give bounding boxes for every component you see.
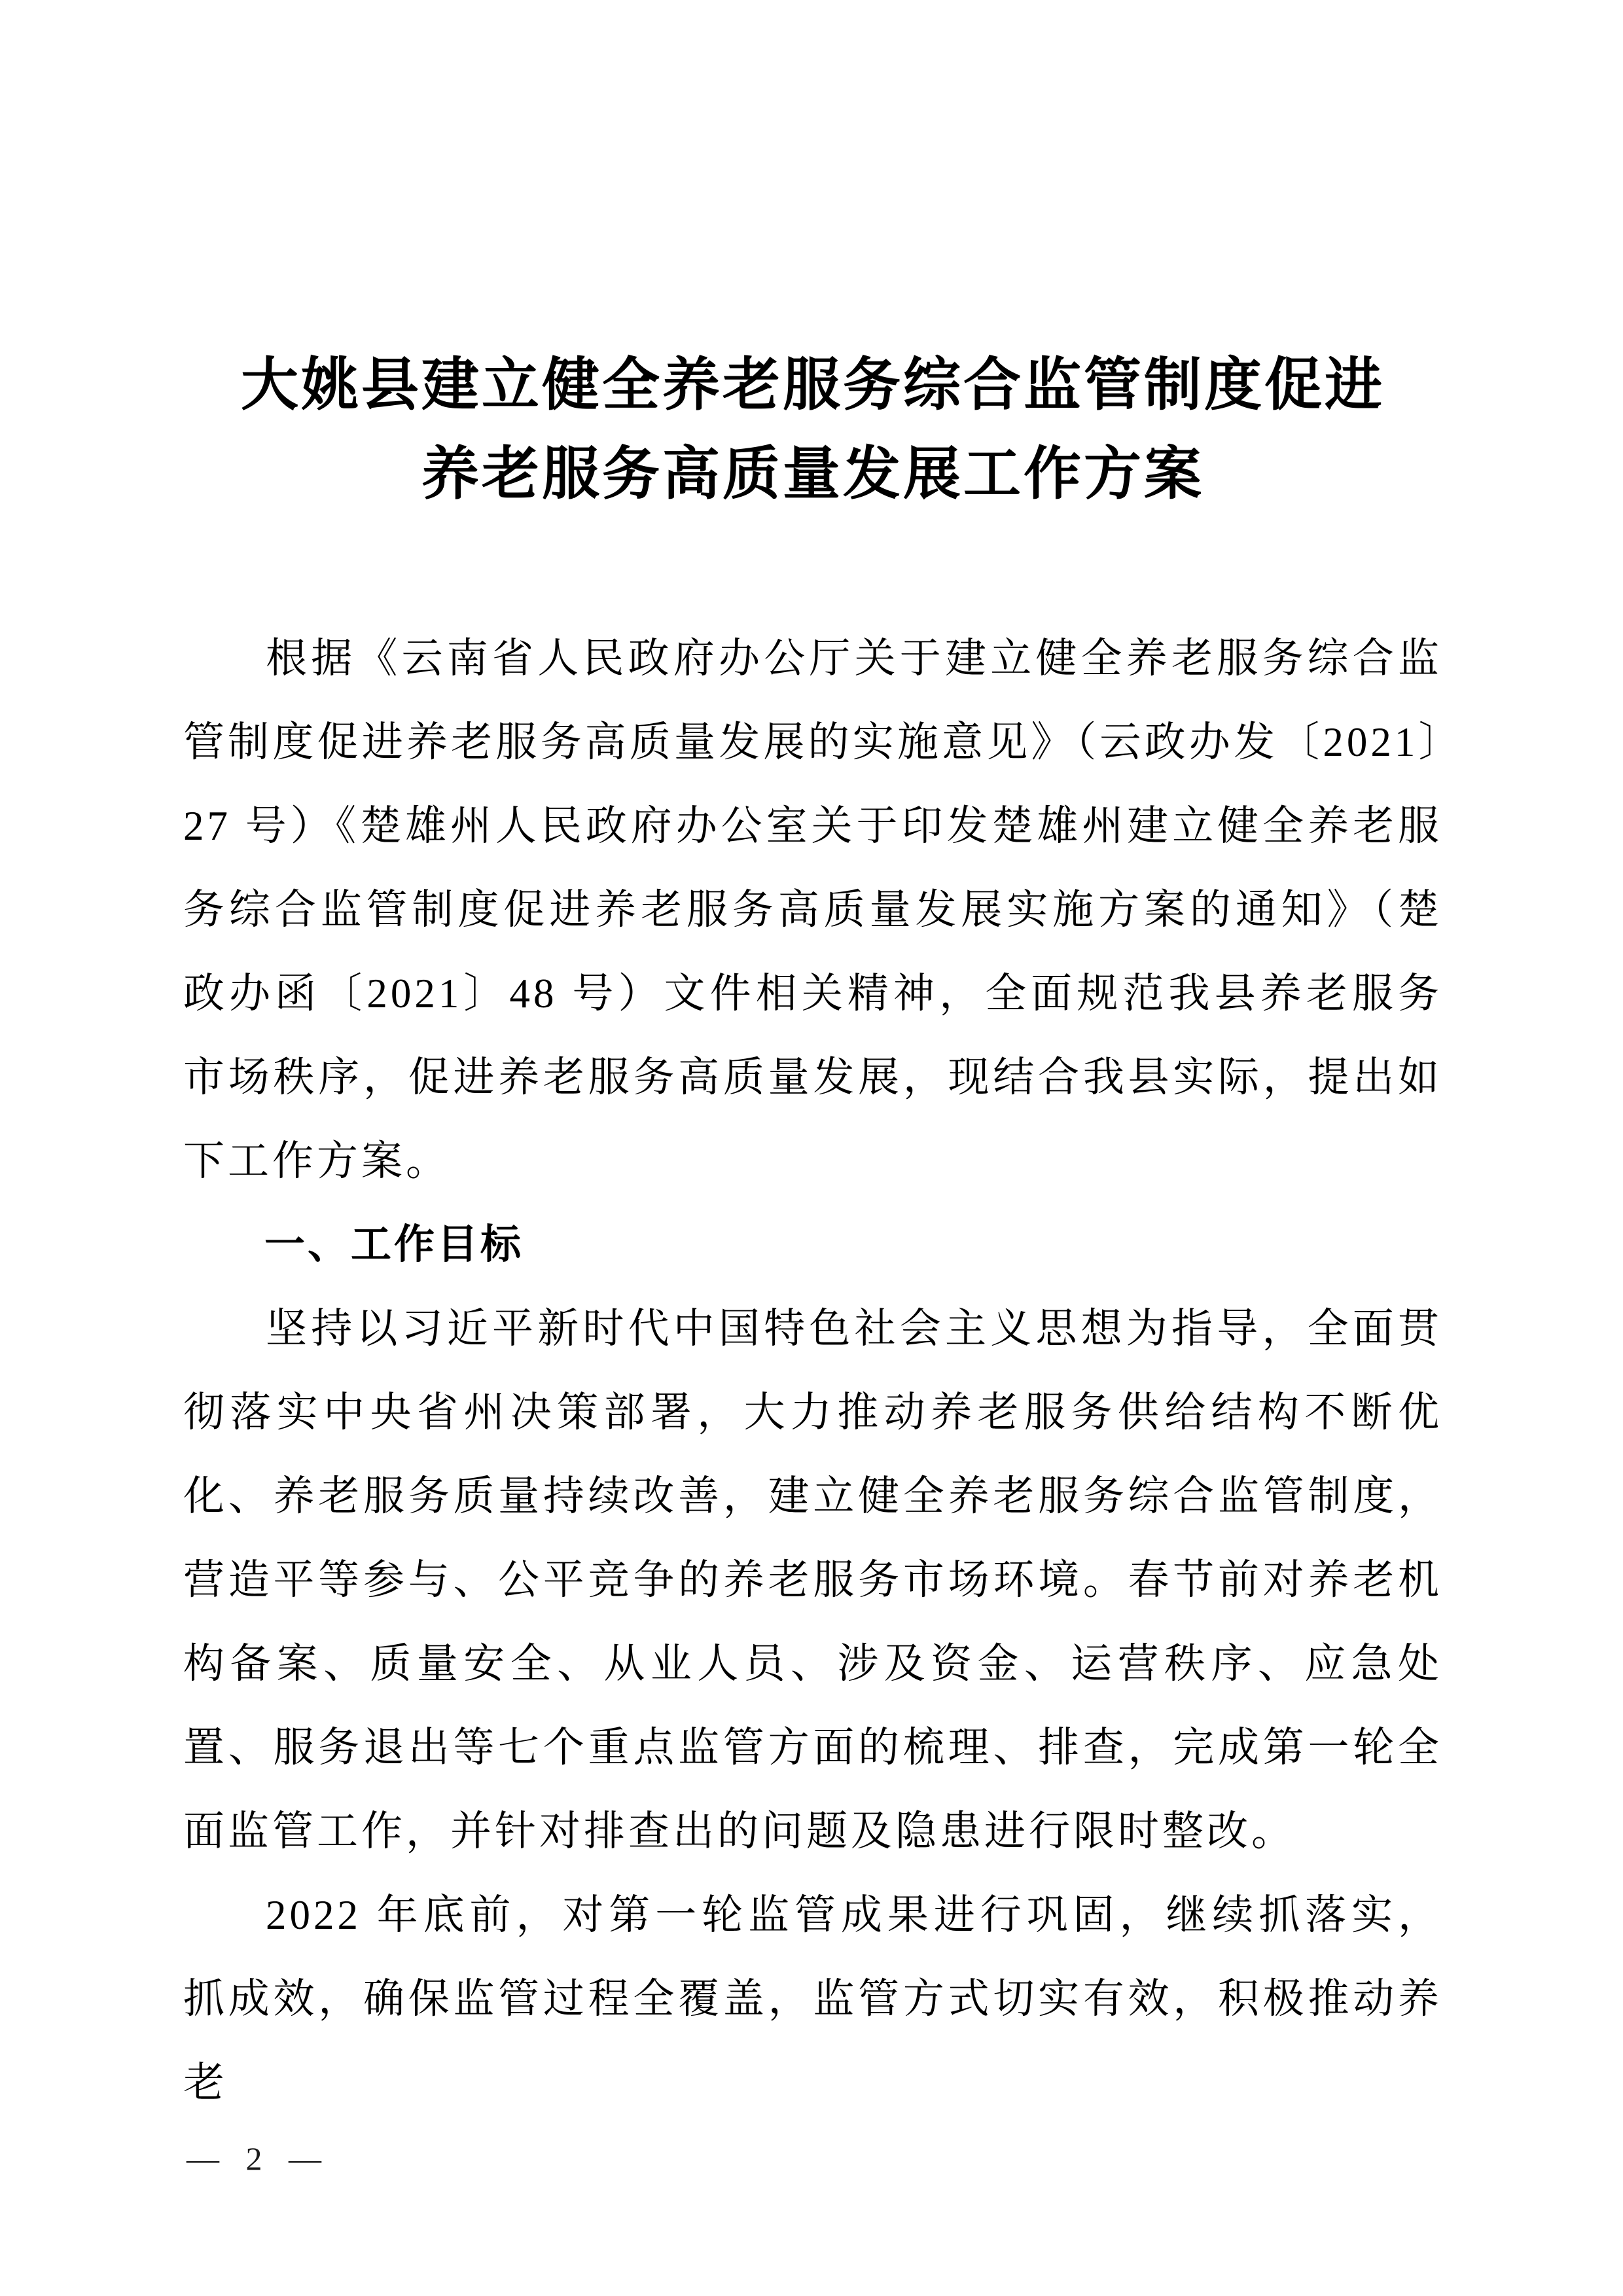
paragraph-intro-basis: 根据《云南省人民政府办公厅关于建立健全养老服务综合监管制度促进养老服务高质量发展的实施意见》（云政办发〔2021〕27 号）《楚雄州人民政府办公室关于印发楚雄州建立健全养老服务综合监管制度促进养老服务高质量发展实施方案的通知》（楚政办函〔2021〕48 号）文件相关精神，全面规范我县养老服务市场秩序，促进养老服务高质量发展，现结合我县实际，提出如下工作方案。 <box>183 636 1442 1184</box>
page-number: — 2 — <box>187 2140 330 2177</box>
paragraph-work-goals-1: 坚持以习近平新时代中国特色社会主义思想为指导，全面贯彻落实中央省州决策部署，大力推动养老服务供给结构不断优化、养老服务质量持续改善，建立健全养老服务综合监管制度，营造平等参与、公平竞争的养老服务市场环境。春节前对养老机构备案、质量安全、从业人员、涉及资金、运营秩序、应急处置、服务退出等七个重点监管方面的梳理、排查，完成第一轮全面监管工作，并针对排查出的问题及隐患进行限时整改。 <box>183 1306 1442 1854</box>
document-title <box>183 342 1442 520</box>
document-title-line-1: 大姚县建立健全养老服务综合监管制度促进 <box>240 354 1385 418</box>
section-heading-work-goals: 一、工作目标 <box>264 1222 524 1267</box>
paragraph-work-goals-2: 2022 年底前，对第一轮监管成果进行巩固，继续抓落实，抓成效，确保监管过程全覆盖，监管方式切实有效，积极推动养老 <box>183 1892 1442 2106</box>
document-body <box>183 617 1442 2125</box>
document-title-line-2: 养老服务高质量发展工作方案 <box>421 443 1204 507</box>
